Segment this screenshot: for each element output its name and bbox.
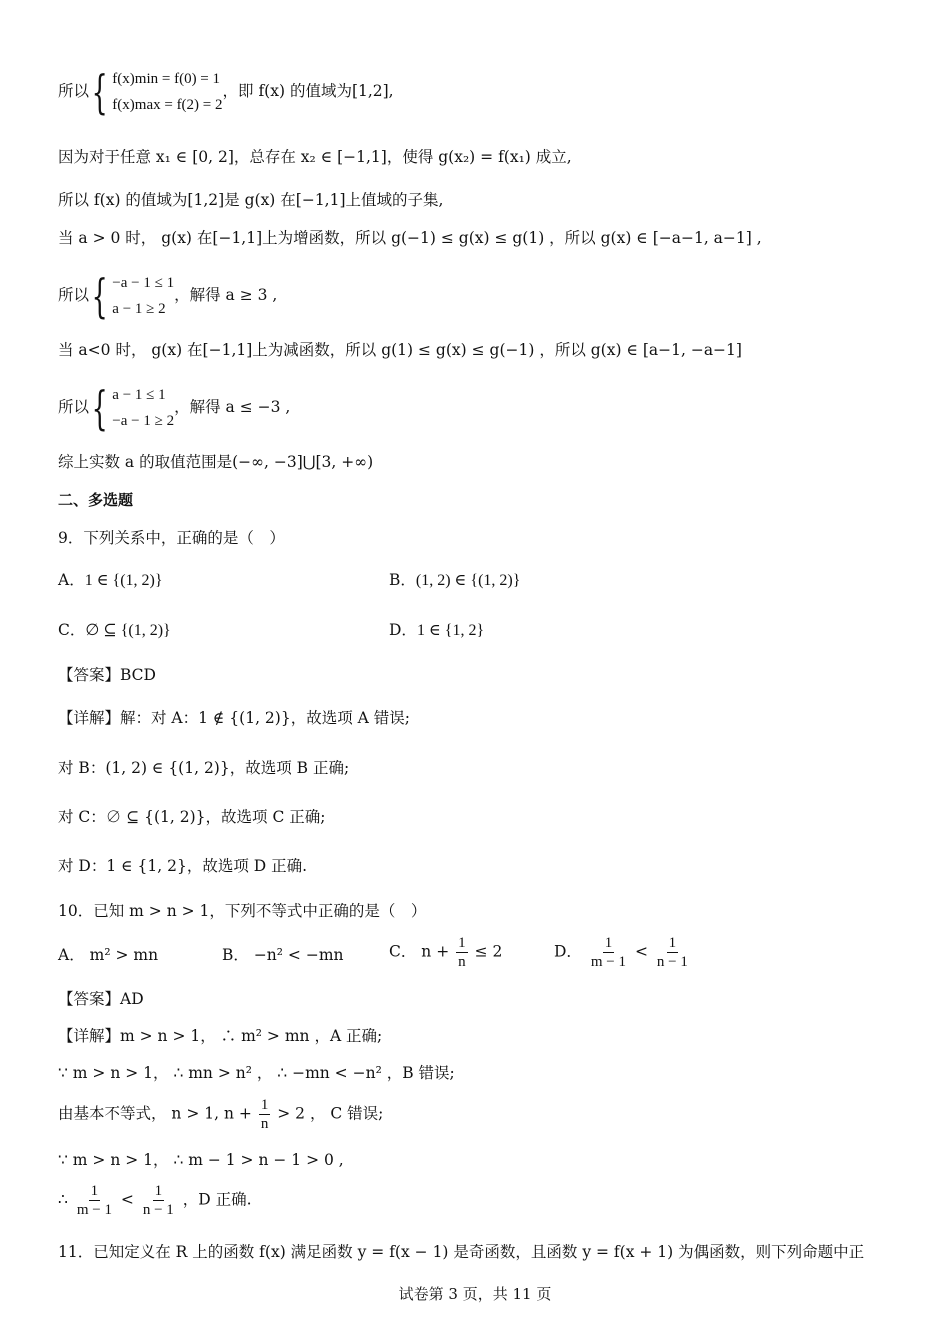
solution-line-6: 当 a<0 时， g(x) 在[−1,1]上为减函数，所以 g(1) ≤ g(x) ≤ g(−1) ，所以 g(x) ∈ [a−1, −a−1]	[58, 341, 742, 359]
q9-answer: 【答案】BCD	[58, 666, 156, 684]
text-suffix: ，解得 a ≤ −3 ,	[174, 398, 291, 416]
solution-line-3: 所以 f(x) 的值域为[1,2]是 g(x) 在[−1,1]上值域的子集,	[58, 191, 444, 209]
solution-line-system-1	[58, 66, 394, 118]
fraction: $\frac{1}{m - 1}$	[590, 935, 627, 970]
fraction: $\frac{1}{n - 1}$	[142, 1183, 174, 1218]
q10-option-c: C． n + $\frac{1}{n}$ ≤ 2	[389, 935, 503, 970]
text-prefix: 所以	[58, 82, 90, 100]
system-row: −a − 1 ≤ 1	[112, 275, 175, 291]
equation-system	[89, 382, 174, 434]
fraction: $\frac{1}{n - 1}$	[656, 935, 688, 970]
q9-option-b: B．(1, 2) ∈ {(1, 2)}	[389, 571, 521, 589]
q10-answer: 【答案】AD	[58, 990, 144, 1008]
q9-detail-4: 对 D：1 ∈ {1, 2}，故选项 D 正确.	[58, 857, 308, 875]
solution-line-system-2	[58, 270, 277, 322]
q9-detail-2: 对 B：(1, 2) ∈ {(1, 2)}，故选项 B 正确;	[58, 759, 350, 777]
text-prefix: 所以	[58, 398, 90, 416]
q10-detail-1: 【详解】m > n > 1， ∴ m² > mn ，A 正确;	[58, 1027, 383, 1045]
system-row: a − 1 ≥ 2	[112, 301, 166, 317]
system-row: −a − 1 ≥ 2	[112, 413, 175, 429]
q9-option-d: D．1 ∈ {1, 2}	[389, 621, 485, 639]
brace-icon: {	[91, 269, 108, 323]
equation-system	[89, 66, 223, 118]
question-11-stem: 11．已知定义在 R 上的函数 f(x) 满足函数 y = f(x − 1) 是奇函数，且函数 y = f(x + 1) 为偶函数，则下列命题中正	[58, 1243, 865, 1261]
q9-detail-1: 【详解】解：对 A：1 ∉ {(1, 2)}，故选项 A 错误;	[58, 709, 410, 727]
system-row: a − 1 ≤ 1	[112, 387, 166, 403]
solution-line-4: 当 a > 0 时， g(x) 在[−1,1]上为增函数，所以 g(−1) ≤ g(x) ≤ g(1) ，所以 g(x) ∈ [−a−1, a−1] ,	[58, 229, 762, 247]
q9-option-a: A．1 ∈ {(1, 2)}	[58, 571, 163, 589]
brace-icon: {	[91, 381, 108, 435]
q9-detail-3: 对 C：∅ ⊆ {(1, 2)}，故选项 C 正确;	[58, 808, 326, 826]
equation-system	[89, 270, 174, 322]
brace-icon: {	[91, 65, 108, 119]
q9-option-c: C．∅ ⊆ {(1, 2)}	[58, 621, 171, 639]
question-10-stem: 10．已知 m > n > 1，下列不等式中正确的是（ ）	[58, 902, 427, 920]
fraction: $\frac{1}{m - 1}$	[76, 1183, 112, 1218]
section-heading: 二、多选题	[58, 491, 134, 509]
q10-detail-4: ∵ m > n > 1， ∴ m − 1 > n − 1 > 0 ,	[58, 1151, 344, 1169]
fraction: $\frac{1}{n}$	[260, 1097, 269, 1132]
q10-option-d: D． $\frac{1}{m - 1}$ < $\frac{1}{n - 1}$	[554, 935, 688, 970]
q10-detail-5: ∴ $\frac{1}{m - 1}$ < $\frac{1}{n - 1}$ ，D 正确.	[58, 1183, 252, 1218]
solution-line-8: 综上实数 a 的取值范围是(−∞, −3]⋃[3, +∞)	[58, 453, 374, 471]
system-row: f(x)max = f(2) = 2	[112, 97, 223, 113]
solution-line-2: 因为对于任意 x₁ ∈ [0, 2]，总存在 x₂ ∈ [−1,1]，使得 g(x₂) = f(x₁) 成立,	[58, 148, 572, 166]
q10-option-b: B． −n² < −mn	[222, 946, 344, 964]
text-prefix: 所以	[58, 286, 90, 304]
system-row: f(x)min = f(0) = 1	[112, 71, 221, 87]
q10-option-a: A． m² > mn	[58, 946, 159, 964]
q10-detail-3: 由基本不等式， n > 1, n + $\frac{1}{n}$ > 2 ， C 错误;	[58, 1097, 384, 1132]
text-suffix: ，即 f(x) 的值域为[1,2],	[222, 82, 394, 100]
page-footer: 试卷第 3 页，共 11 页	[398, 1285, 552, 1303]
q10-detail-2: ∵ m > n > 1， ∴ mn > n² ， ∴ −mn < −n² ，B 错误;	[58, 1064, 455, 1082]
fraction: $\frac{1}{n}$	[458, 935, 466, 970]
solution-line-system-3	[58, 382, 290, 434]
question-9-stem: 9．下列关系中，正确的是（ ）	[58, 529, 285, 547]
text-suffix: ，解得 a ≥ 3 ,	[174, 286, 278, 304]
